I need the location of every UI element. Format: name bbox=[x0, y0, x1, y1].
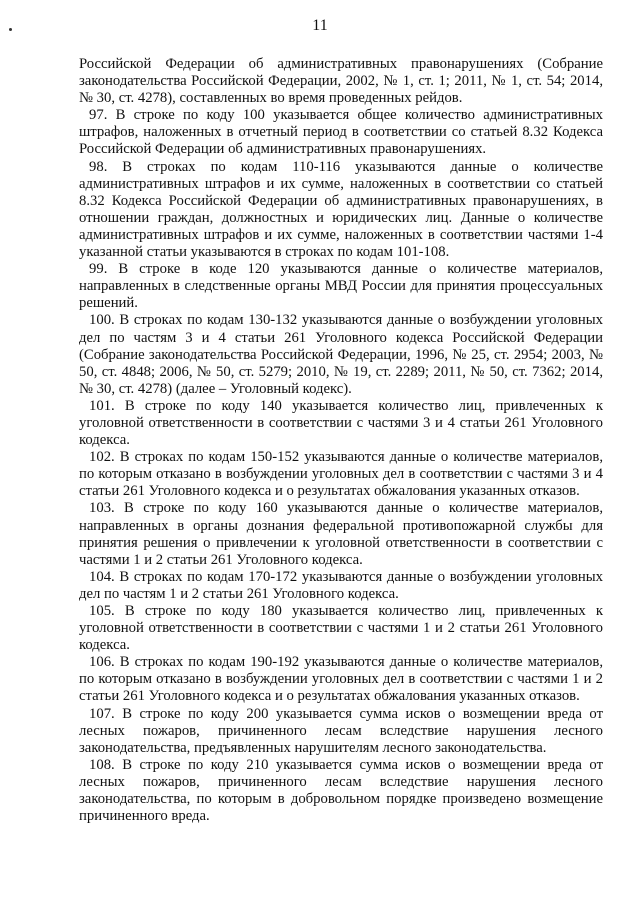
page-number: 11 bbox=[312, 17, 328, 34]
paragraph-103: 103. В строке по коду 160 указываются данные о количестве материалов, направленных в органы дознания федеральной противопожарной службы для принятия решения о привлечении к уголовной ответственности в соответствии с частями 1 и 2 статьи 261 Уголовного кодекса. bbox=[79, 500, 603, 568]
paragraph-100: 100. В строках по кодам 130-132 указываются данные о возбуждении уголовных дел по частям 3 и 4 статьи 261 Уголовного кодекса Российской Федерации (Собрание законодательства Российской Федерации, 1996, № 25, ст. 2954; 2003, № 50, ст. 4848; 2006, № 50, ст. 5279; 2010, № 19, ст. 2289; 2011, № 50, ст. 7362; 2014, № 30, ст. 4278) (далее – Уголовный кодекс). bbox=[79, 312, 603, 397]
paragraph-104: 104. В строках по кодам 170-172 указываются данные о возбуждении уголовных дел по частям 1 и 2 статьи 261 Уголовного кодекса. bbox=[79, 568, 603, 602]
paragraph-continuation: Российской Федерации об административных правонарушениях (Собрание законодательства Российской Федерации, 2002, № 1, ст. 1; 2011, № 1, ст. 54; 2014, № 30, ст. 4278), составленных во время проведенных рейдов. bbox=[79, 56, 603, 107]
paragraph-106: 106. В строках по кодам 190-192 указываются данные о количестве материалов, по которым отказано в возбуждении уголовных дел в соответствии с частями 1 и 2 статьи 261 Уголовного кодекса и о результатах обжалования указанных отказов. bbox=[79, 654, 603, 705]
paragraph-102: 102. В строках по кодам 150-152 указываются данные о количестве материалов, по которым отказано в возбуждении уголовных дел в соответствии с частями 3 и 4 статьи 261 Уголовного кодекса и о результатах обжалования указанных отказов. bbox=[79, 449, 603, 500]
scan-speck bbox=[9, 28, 12, 31]
document-body bbox=[79, 56, 603, 825]
paragraph-97: 97. В строке по коду 100 указывается общее количество административных штрафов, наложенных в отчетный период в соответствии со статьей 8.32 Кодекса Российской Федерации об административных правонарушениях. bbox=[79, 107, 603, 158]
paragraph-98: 98. В строках по кодам 110-116 указываются данные о количестве административных штрафов и их сумме, наложенных в соответствии со статьей 8.32 Кодекса Российской Федерации об административных правонарушениях, в отношении граждан, должностных и юридических лиц. Данные о количестве административных штрафов и их сумме, наложенных в соответствии частями 1-4 указанной статьи указываются в строках по кодам 101-108. bbox=[79, 158, 603, 261]
paragraph-99: 99. В строке в коде 120 указываются данные о количестве материалов, направленных в следственные органы МВД России для принятия процессуальных решений. bbox=[79, 261, 603, 312]
paragraph-101: 101. В строке по коду 140 указывается количество лиц, привлеченных к уголовной ответственности в соответствии с частями 3 и 4 статьи 261 Уголовного кодекса. bbox=[79, 397, 603, 449]
paragraph-108: 108. В строке по коду 210 указывается сумма исков о возмещении вреда от лесных пожаров, причиненного лесам вследствие нарушения лесного законодательства, по которым в добровольном порядке произведено возмещение причиненного вреда. bbox=[79, 756, 603, 825]
paragraph-107: 107. В строке по коду 200 указывается сумма исков о возмещении вреда от лесных пожаров, причиненного лесам вследствие нарушения лесного законодательства, предъявленных нарушителям лесного законодательства. bbox=[79, 705, 603, 756]
paragraph-105: 105. В строке по коду 180 указывается количество лиц, привлеченных к уголовной ответственности в соответствии с частями 1 и 2 статьи 261 Уголовного кодекса. bbox=[79, 603, 603, 654]
